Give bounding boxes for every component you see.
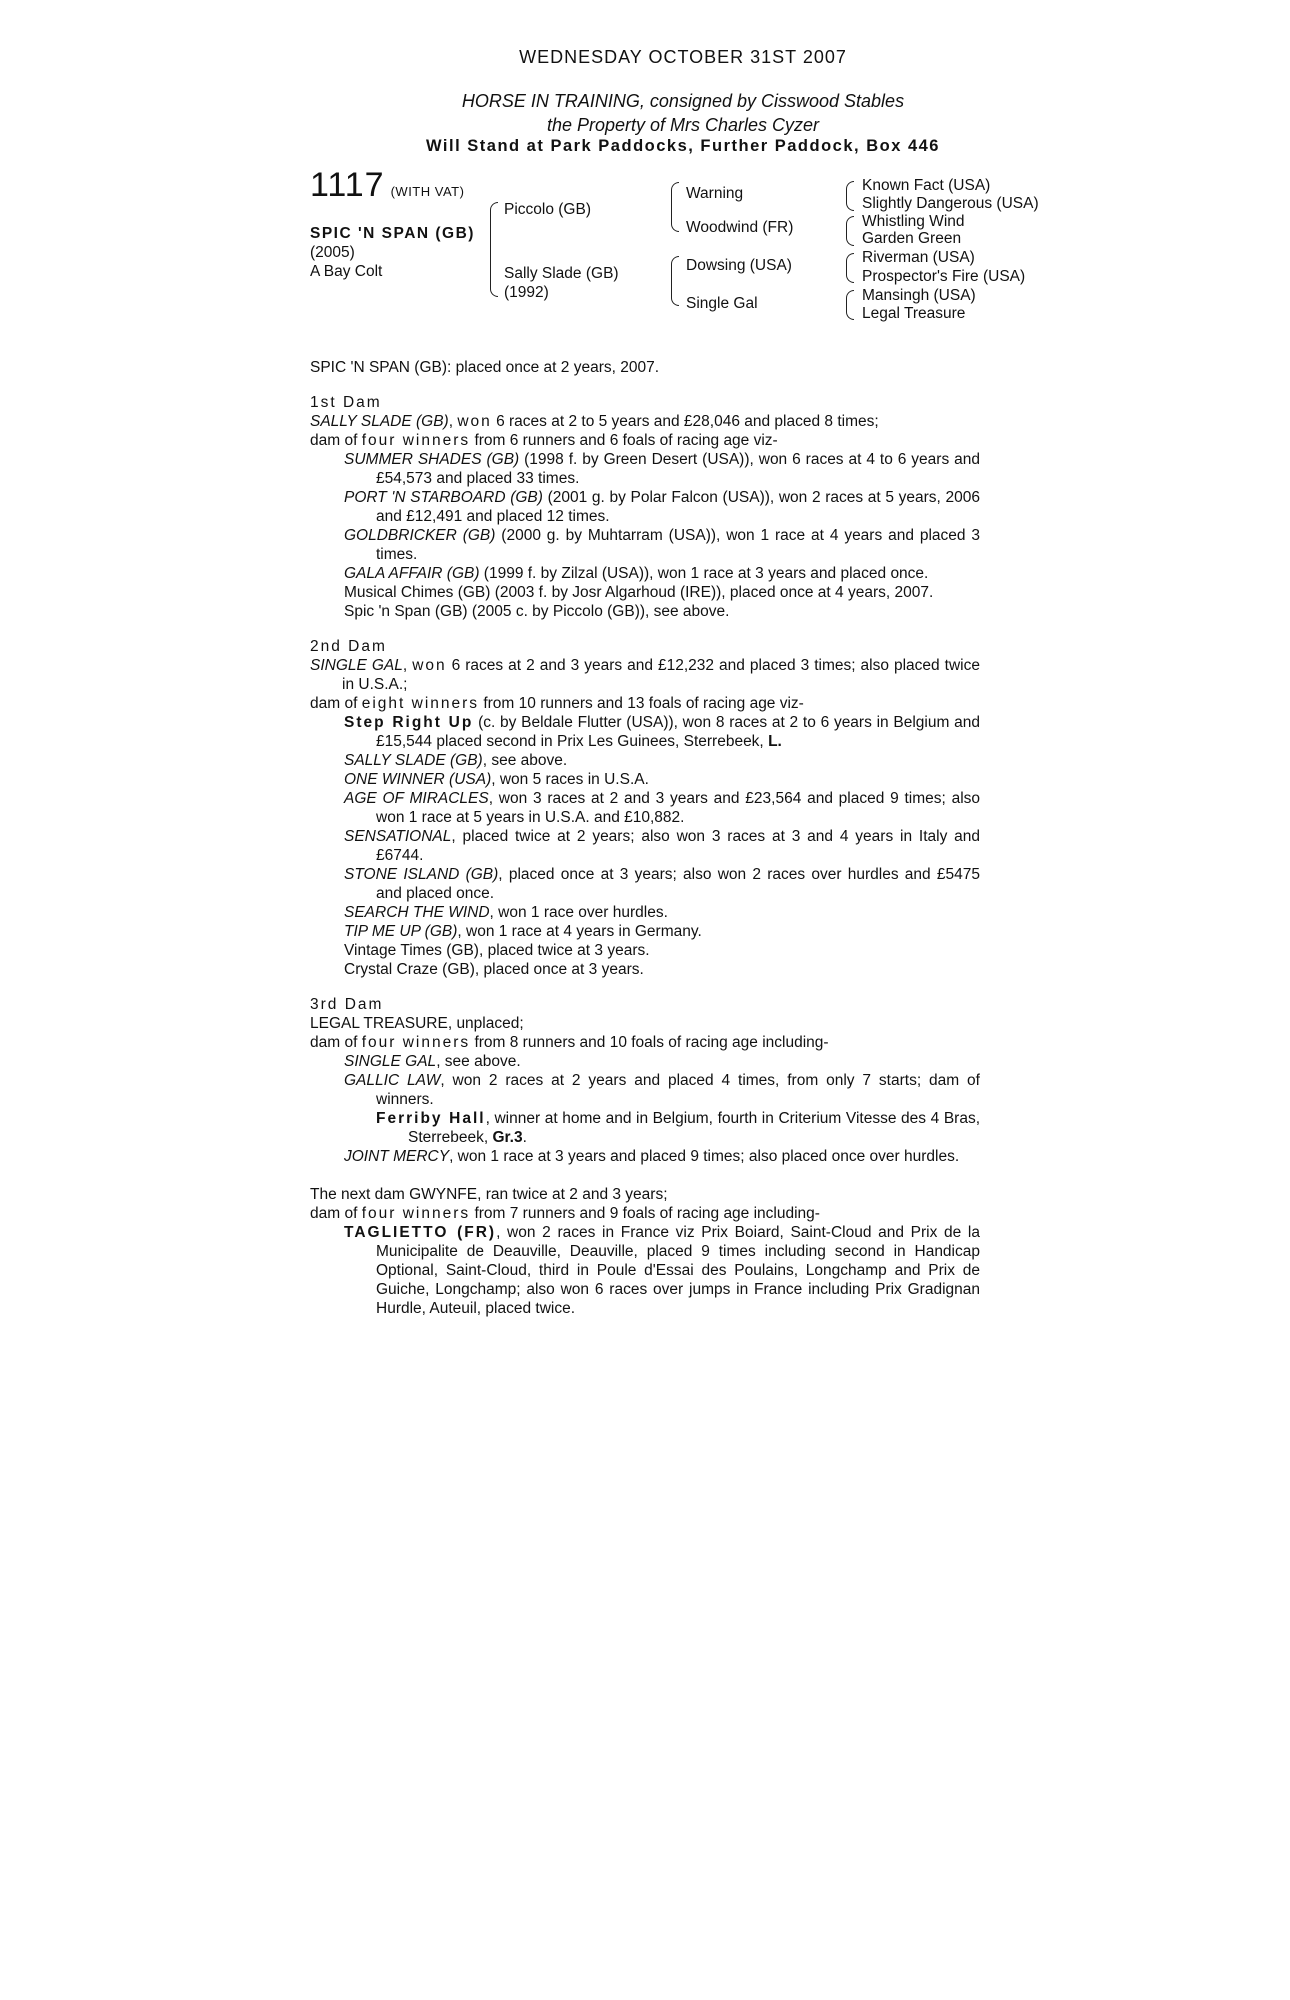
section-title: 2nd Dam: [310, 638, 387, 655]
consignment-line: HORSE IN TRAINING, consigned by Cisswood Stables: [461, 91, 905, 111]
lot-heading: [310, 166, 465, 204]
next-dam-section: [310, 1185, 980, 1318]
progeny-item: AGE OF MIRACLES, won 3 races at 2 and 3 years and £23,564 and placed 9 times; also won 1 race at 5 years in U.S.A. and £10,882.: [344, 790, 981, 826]
brace-ds: [846, 253, 854, 283]
progeny-item: ONE WINNER (USA), won 5 races in U.S.A.: [344, 771, 649, 788]
dam-produce-summary: dam of four winners from 8 runners and 10 foals of racing age including-: [310, 1034, 829, 1051]
progeny-item: PORT 'N STARBOARD (GB) (2001 g. by Polar Falcon (USA)), won 2 races at 5 years, 2006 and £12,491 and placed 12 times.: [344, 489, 980, 525]
sale-date: WEDNESDAY OCTOBER 31ST 2007: [519, 47, 847, 67]
dam-record: SINGLE GAL, won 6 races at 2 and 3 years and £12,232 and placed 3 times; also placed twice in U.S.A.;: [310, 657, 980, 693]
dam-dam: Single Gal: [686, 295, 758, 312]
progeny-item: SEARCH THE WIND, won 1 race over hurdles.: [344, 904, 668, 921]
second-dam-section: [310, 637, 980, 979]
progeny-item: JOINT MERCY, won 1 race at 3 years and placed 9 times; also placed once over hurdles.: [344, 1148, 960, 1165]
property-line: the Property of Mrs Charles Cyzer: [546, 115, 820, 135]
progeny-item: Musical Chimes (GB) (2003 f. by Josr Algarhoud (IRE)), placed once at 4 years, 2007.: [344, 584, 934, 601]
dam-record: SALLY SLADE (GB), won 6 races at 2 to 5 years and £28,046 and placed 8 times;: [310, 413, 879, 430]
progeny-item: GALA AFFAIR (GB) (1999 f. by Zilzal (USA)), won 1 race at 3 years and placed once.: [344, 565, 929, 582]
dam-produce-summary: dam of four winners from 7 runners and 9 foals of racing age including-: [310, 1205, 820, 1222]
dam-record: The next dam GWYNFE, ran twice at 2 and 3 years;: [310, 1186, 668, 1203]
section-title: 3rd Dam: [310, 996, 384, 1013]
stand-location: Will Stand at Park Paddocks, Further Paddock, Box 446: [426, 137, 940, 155]
pedigree-table: [310, 166, 1039, 346]
progeny-item: Vintage Times (GB), placed twice at 3 years.: [344, 942, 650, 959]
ddd: Legal Treasure: [862, 305, 966, 322]
progeny-item: STONE ISLAND (GB), placed once at 3 years; also won 2 races over hurdles and £5475 and placed once.: [344, 866, 980, 902]
dam-produce-summary: dam of eight winners from 10 runners and 13 foals of racing age viz-: [310, 695, 804, 712]
ssd: Slightly Dangerous (USA): [862, 195, 1039, 212]
progeny-item: Crystal Craze (GB), placed once at 3 years.: [344, 961, 644, 978]
first-dam-section: [310, 393, 980, 621]
progeny-item: TAGLIETTO (FR), won 2 races in France viz Prix Boiard, Saint-Cloud and Prix de la Municipalite de Deauville, Deauville, placed 9 times including second in Handicap Optional, Saint-Cloud, third in Poule d'Essai des Poulains, Longchamp and Prix de Guiche, Longchamp; also won 6 races over jumps in France including Prix Gradignan Hurdle, Auteuil, placed twice.: [344, 1224, 980, 1317]
dam-record: LEGAL TREASURE, unplaced;: [310, 1015, 524, 1032]
horse-year: (2005): [310, 244, 355, 261]
progeny-item: SUMMER SHADES (GB) (1998 f. by Green Desert (USA)), won 6 races at 4 to 6 years and £54,573 and placed 33 times.: [344, 451, 980, 487]
brace-dd: [846, 290, 854, 320]
dam-sire: Dowsing (USA): [686, 257, 792, 274]
catalogue-page: [310, 47, 1039, 1318]
brace-ss: [846, 181, 854, 211]
brace-dam: [671, 256, 679, 306]
sire-dam: Woodwind (FR): [686, 219, 794, 236]
section-title: 1st Dam: [310, 394, 382, 411]
progeny-item: GALLIC LAW, won 2 races at 2 years and placed 4 times, from only 7 starts; dam of winners.: [344, 1072, 980, 1108]
dsd: Prospector's Fire (USA): [862, 268, 1026, 285]
brace-gen1: [490, 202, 498, 297]
vat-note: (WITH VAT): [390, 184, 465, 199]
progeny-item: Step Right Up (c. by Beldale Flutter (USA)), won 8 races at 2 to 6 years in Belgium and £15,544 placed second in Prix Les Guinees, Sterrebeek, L.: [344, 714, 980, 750]
brace-sd: [846, 216, 854, 246]
dss: Riverman (USA): [862, 249, 975, 266]
horse-info: [310, 224, 475, 281]
race-summary: SPIC 'N SPAN (GB): placed once at 2 years, 2007.: [310, 359, 659, 376]
dds: Mansingh (USA): [862, 287, 976, 304]
dam: Sally Slade (GB): [504, 265, 619, 282]
sdd: Garden Green: [862, 230, 962, 247]
progeny-item: TIP ME UP (GB), won 1 race at 4 years in Germany.: [344, 923, 702, 940]
grand-progeny-item: Ferriby Hall, winner at home and in Belgium, fourth in Criterium Vitesse des 4 Bras, Sterrebeek, Gr.3.: [376, 1110, 980, 1146]
progeny-item: SINGLE GAL, see above.: [344, 1053, 521, 1070]
horse-description: A Bay Colt: [310, 263, 383, 280]
progeny-item: SENSATIONAL, placed twice at 2 years; also won 3 races at 3 and 4 years in Italy and £6744.: [344, 828, 980, 864]
sss: Known Fact (USA): [862, 177, 991, 194]
progeny-item: GOLDBRICKER (GB) (2000 g. by Muhtarram (USA)), won 1 race at 4 years and placed 3 times.: [344, 527, 980, 563]
sds: Whistling Wind: [862, 213, 965, 230]
third-dam-section: [310, 995, 980, 1166]
horse-name: SPIC 'N SPAN (GB): [310, 225, 475, 242]
progeny-item: Spic 'n Span (GB) (2005 c. by Piccolo (GB)), see above.: [344, 603, 730, 620]
progeny-item: SALLY SLADE (GB), see above.: [344, 752, 568, 769]
sire: Piccolo (GB): [504, 201, 591, 218]
brace-sire: [671, 182, 679, 232]
dam-year: (1992): [504, 284, 549, 301]
sire-sire: Warning: [686, 185, 744, 202]
dam-produce-summary: dam of four winners from 6 runners and 6 foals of racing age viz-: [310, 432, 778, 449]
lot-number: 1117: [310, 166, 385, 204]
